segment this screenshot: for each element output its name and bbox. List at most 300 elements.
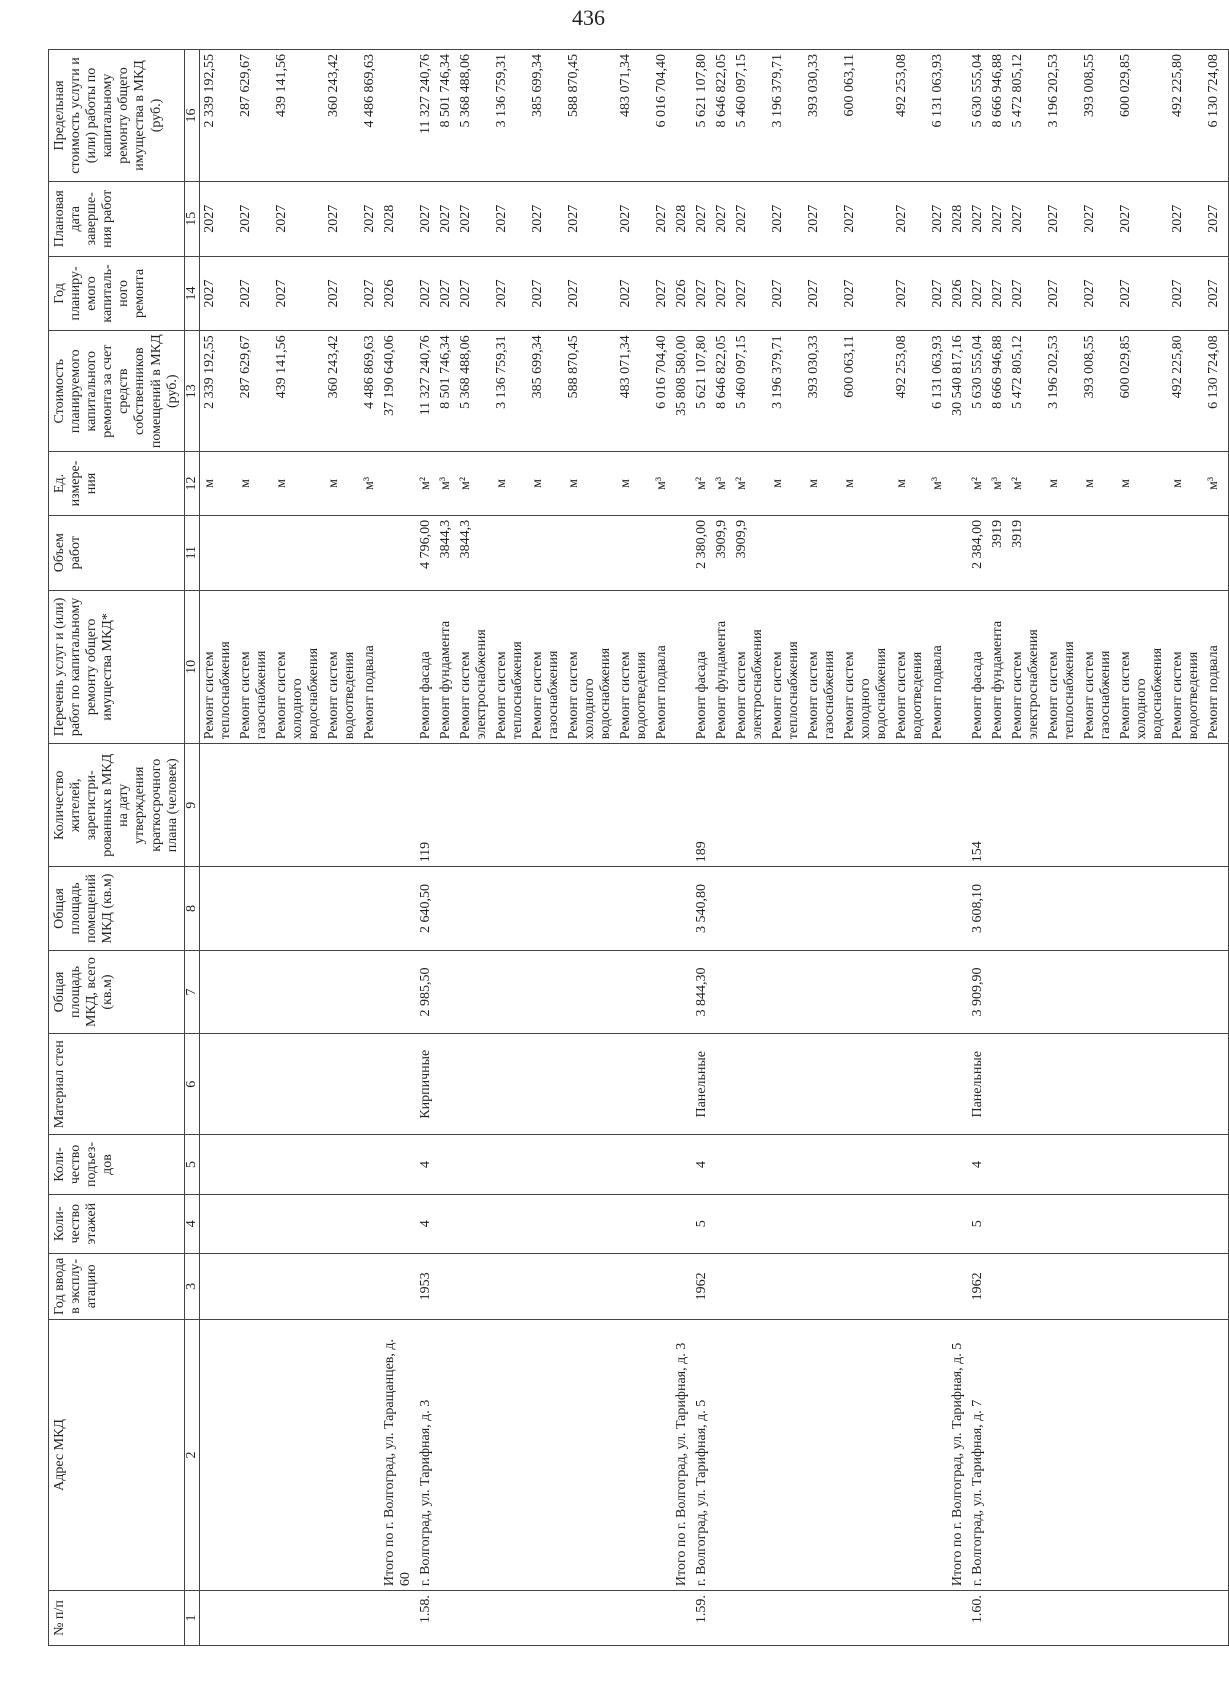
empty-cell: [948, 867, 968, 950]
limit-cost: 492 253,08: [892, 50, 928, 182]
empty-cell: [436, 1591, 456, 1646]
repair-year: 2027: [988, 256, 1008, 331]
column-header: Объем работ: [49, 515, 185, 590]
empty-cell: [360, 867, 380, 950]
empty-cell: [804, 1034, 840, 1135]
empty-cell: [380, 1135, 416, 1194]
empty-cell: [892, 1253, 928, 1319]
empty-cell: [380, 744, 416, 867]
empty-cell: [672, 1135, 692, 1194]
empty-cell: [1224, 1034, 1229, 1135]
work-type: [928, 590, 948, 744]
limit-cost: 8 501 746,34: [436, 50, 456, 182]
empty-cell: [948, 1194, 968, 1253]
empty-cell: [324, 950, 360, 1033]
work-volume: [1044, 515, 1080, 590]
table-row: [732, 50, 768, 1646]
empty-cell: [199, 950, 236, 1033]
empty-cell: [652, 1135, 672, 1194]
empty-cell: [1224, 950, 1229, 1033]
empty-cell: [1168, 1135, 1204, 1194]
work-volume: [324, 515, 360, 590]
table-row: [360, 50, 380, 1646]
work-line: Ремонт систем: [1009, 651, 1025, 740]
empty-cell: [380, 1194, 416, 1253]
total-row: [672, 50, 692, 1646]
column-header: Количество жителей, зарегистри-рованных в МКД на дату утверждения краткосрочного плана (человек): [49, 744, 185, 867]
work-volume: [360, 515, 380, 590]
unit: м: [1168, 452, 1204, 516]
column-number: 2: [184, 1319, 199, 1590]
unit: м: [236, 452, 272, 516]
total-row: [380, 50, 416, 1646]
work-volume: [199, 515, 236, 590]
total-label: Итого по г. Волгоград, ул. Таращанцев, д. 60: [380, 1319, 416, 1590]
repair-year: 2027: [768, 256, 804, 331]
empty-cell: [380, 515, 416, 590]
end-date: 2027: [416, 181, 436, 256]
column-number: 3: [184, 1253, 199, 1319]
unit: м³: [1204, 452, 1224, 516]
empty-cell: [1224, 744, 1229, 867]
empty-cell: [324, 1135, 360, 1194]
end-date: 2027: [616, 181, 652, 256]
empty-cell: [360, 1253, 380, 1319]
empty-cell: [768, 744, 804, 867]
cost: 483 071,34: [616, 331, 652, 452]
table-row: [892, 50, 928, 1646]
work-line: Ремонт фундамента: [437, 620, 453, 740]
empty-cell: [199, 1135, 236, 1194]
limit-cost: 600 029,85: [1116, 50, 1168, 182]
work-line: водоотведения: [341, 651, 357, 740]
work-line: водоотведения: [1185, 651, 1201, 740]
empty-cell: [948, 744, 968, 867]
table-row: [968, 50, 988, 1646]
empty-cell: [492, 950, 528, 1033]
work-volume: [492, 515, 528, 590]
residents: 119: [416, 744, 436, 867]
empty-cell: [804, 867, 840, 950]
empty-cell: [1204, 867, 1224, 950]
limit-cost: 492 225,80: [1168, 50, 1204, 182]
empty-cell: [616, 744, 652, 867]
work-line: Ремонт фасада: [693, 651, 709, 740]
empty-cell: [436, 1194, 456, 1253]
empty-cell: [324, 1034, 360, 1135]
entrances: 4: [692, 1135, 712, 1194]
empty-cell: [456, 867, 492, 950]
total-year: 2026: [948, 256, 968, 331]
total-cost: 37 190 640,06: [380, 331, 416, 452]
work-volume: [1116, 515, 1168, 590]
empty-cell: [324, 1194, 360, 1253]
repair-year: 2027: [1204, 256, 1224, 331]
work-line: Ремонт фасада: [417, 651, 433, 740]
total-end: 2028: [672, 181, 692, 256]
table-body: [199, 50, 1228, 1646]
empty-cell: [1224, 1194, 1229, 1253]
year-built: 1962: [692, 1253, 712, 1319]
empty-cell: [528, 1253, 564, 1319]
work-line: холодного: [289, 678, 305, 740]
work-line: холодного: [857, 678, 873, 740]
empty-cell: [928, 1319, 948, 1590]
empty-cell: [1116, 1135, 1168, 1194]
empty-cell: [564, 950, 616, 1033]
work-line: водоснабжения: [597, 647, 613, 740]
empty-cell: [1116, 1591, 1168, 1646]
work-line: теплоснабжения: [509, 641, 525, 740]
end-date: 2027: [692, 181, 712, 256]
work-type: [528, 590, 564, 744]
empty-cell: [1080, 1034, 1116, 1135]
unit: м²: [692, 452, 712, 516]
column-number: 4: [184, 1194, 199, 1253]
work-type: [968, 590, 988, 744]
cost: 4 486 869,63: [360, 331, 380, 452]
work-line: Ремонт фасада: [969, 651, 985, 740]
end-date: 2027: [732, 181, 768, 256]
repair-year: 2027: [732, 256, 768, 331]
empty-cell: [1080, 1319, 1116, 1590]
empty-cell: [1168, 1253, 1204, 1319]
total-label: Итого по г. Волгоград, ул. Тарифная, д. 5: [948, 1319, 968, 1590]
empty-cell: [380, 867, 416, 950]
empty-cell: [1168, 744, 1204, 867]
empty-cell: [988, 1319, 1008, 1590]
empty-cell: [652, 744, 672, 867]
empty-cell: [492, 1034, 528, 1135]
limit-cost: 393 030,33: [804, 50, 840, 182]
empty-cell: [1008, 1319, 1044, 1590]
cost: 3 196 379,71: [768, 331, 804, 452]
empty-cell: [892, 1135, 928, 1194]
work-line: электроснабжения: [1025, 629, 1041, 740]
capital-repair-table: [48, 49, 1229, 1646]
limit-cost: 483 071,34: [616, 50, 652, 182]
work-line: газоснабжения: [821, 650, 837, 740]
empty-cell: [672, 590, 692, 744]
empty-cell: [436, 1253, 456, 1319]
empty-cell: [456, 1034, 492, 1135]
limit-cost: 8 666 946,88: [988, 50, 1008, 182]
work-type: [1168, 590, 1204, 744]
empty-cell: [1044, 1034, 1080, 1135]
empty-cell: [672, 1034, 692, 1135]
repair-year: 2027: [1116, 256, 1168, 331]
limit-cost: 5 621 107,80: [692, 50, 712, 182]
work-volume: [1168, 515, 1204, 590]
empty-cell: [840, 1135, 892, 1194]
empty-cell: [1224, 331, 1229, 452]
empty-cell: [1008, 1034, 1044, 1135]
work-line: газоснабжения: [1097, 650, 1113, 740]
empty-cell: [1080, 950, 1116, 1033]
empty-cell: [948, 1591, 968, 1646]
limit-cost: 3 196 379,71: [768, 50, 804, 182]
empty-cell: [804, 1591, 840, 1646]
work-volume: 4 796,00: [416, 515, 436, 590]
empty-cell: [380, 1591, 416, 1646]
empty-cell: [840, 950, 892, 1033]
unit: м³: [928, 452, 948, 516]
empty-cell: [436, 1319, 456, 1590]
work-type: [1008, 590, 1044, 744]
empty-cell: [456, 744, 492, 867]
work-line: электроснабжения: [749, 629, 765, 740]
repair-year: 2027: [360, 256, 380, 331]
empty-cell: [672, 950, 692, 1033]
empty-cell: [1008, 1194, 1044, 1253]
residents: 154: [968, 744, 988, 867]
empty-cell: [1204, 1194, 1224, 1253]
total-label: Итого по г. Волгоград, ул. Тарифная, д. 3: [672, 1319, 692, 1590]
empty-cell: [840, 867, 892, 950]
unit: м: [272, 452, 324, 516]
work-line: Ремонт систем: [841, 651, 857, 740]
work-line: Ремонт систем: [805, 651, 821, 740]
empty-cell: [928, 1034, 948, 1135]
end-date: 2027: [436, 181, 456, 256]
work-type: [236, 590, 272, 744]
empty-cell: [236, 867, 272, 950]
column-number: 16: [184, 50, 199, 182]
empty-cell: [324, 867, 360, 950]
empty-cell: [1008, 744, 1044, 867]
empty-cell: [1224, 1135, 1229, 1194]
empty-cell: [616, 1591, 652, 1646]
empty-cell: [672, 515, 692, 590]
unit: м: [528, 452, 564, 516]
work-volume: 3844,3: [436, 515, 456, 590]
work-line: Ремонт подвала: [653, 645, 669, 740]
repair-year: 2027: [1008, 256, 1044, 331]
cost: 8 646 822,05: [712, 331, 732, 452]
empty-cell: [1080, 1194, 1116, 1253]
entrances: 4: [968, 1135, 988, 1194]
total-cost: 30 540 817,16: [948, 331, 968, 452]
empty-cell: [928, 950, 948, 1033]
repair-year: 2027: [712, 256, 732, 331]
empty-cell: [652, 1319, 672, 1590]
limit-cost: 3 196 202,53: [1044, 50, 1080, 182]
empty-cell: [712, 867, 732, 950]
empty-cell: [492, 744, 528, 867]
row-number: 1.58.: [416, 1591, 436, 1646]
empty-cell: [948, 1253, 968, 1319]
empty-cell: [1224, 452, 1229, 516]
empty-cell: [456, 1591, 492, 1646]
end-date: 2027: [1116, 181, 1168, 256]
table-row: [712, 50, 732, 1646]
work-type: [360, 590, 380, 744]
work-volume: [928, 515, 948, 590]
wall-material: Кирпичные: [416, 1034, 436, 1135]
empty-cell: [652, 867, 672, 950]
empty-cell: [564, 1253, 616, 1319]
work-type: [456, 590, 492, 744]
empty-cell: [712, 950, 732, 1033]
limit-cost: 439 141,56: [272, 50, 324, 182]
unit: м³: [712, 452, 732, 516]
empty-cell: [380, 590, 416, 744]
repair-year: 2027: [272, 256, 324, 331]
empty-cell: [928, 867, 948, 950]
repair-year: 2027: [692, 256, 712, 331]
empty-cell: [928, 1591, 948, 1646]
limit-cost: 588 870,45: [564, 50, 616, 182]
area-total: 2 985,50: [416, 950, 436, 1033]
empty-cell: [380, 950, 416, 1033]
empty-cell: [948, 590, 968, 744]
empty-cell: [492, 1135, 528, 1194]
empty-cell: [732, 1194, 768, 1253]
cost: 5 621 107,80: [692, 331, 712, 452]
empty-cell: [616, 867, 652, 950]
table-row: [928, 50, 948, 1646]
empty-cell: [988, 1135, 1008, 1194]
column-number: 10: [184, 590, 199, 744]
limit-cost: 5 368 488,06: [456, 50, 492, 182]
table-row: [436, 50, 456, 1646]
unit: м: [768, 452, 804, 516]
empty-cell: [272, 1135, 324, 1194]
empty-cell: [804, 1135, 840, 1194]
repair-year: 2027: [928, 256, 948, 331]
empty-cell: [360, 950, 380, 1033]
empty-cell: [528, 744, 564, 867]
work-line: водоснабжения: [1149, 647, 1165, 740]
end-date: 2027: [712, 181, 732, 256]
empty-cell: [1224, 256, 1229, 331]
empty-cell: [652, 1194, 672, 1253]
end-date: 2027: [272, 181, 324, 256]
empty-cell: [768, 1319, 804, 1590]
repair-year: 2027: [1080, 256, 1116, 331]
row-number: 1.59.: [692, 1591, 712, 1646]
work-line: Ремонт систем: [529, 651, 545, 740]
work-volume: [1204, 515, 1224, 590]
end-date: 2027: [324, 181, 360, 256]
repair-year: 2027: [416, 256, 436, 331]
table-row: [768, 50, 804, 1646]
empty-cell: [1204, 1034, 1224, 1135]
empty-cell: [272, 1034, 324, 1135]
empty-cell: [988, 1034, 1008, 1135]
empty-cell: [564, 744, 616, 867]
empty-cell: [360, 1591, 380, 1646]
empty-cell: [492, 867, 528, 950]
table-row: [1116, 50, 1168, 1646]
empty-cell: [564, 1194, 616, 1253]
empty-cell: [988, 1591, 1008, 1646]
total-end: 2028: [380, 181, 416, 256]
work-volume: [652, 515, 672, 590]
work-type: [1080, 590, 1116, 744]
empty-cell: [712, 1253, 732, 1319]
empty-cell: [840, 1591, 892, 1646]
empty-cell: [272, 950, 324, 1033]
column-header: Ед. измере-ния: [49, 452, 185, 516]
area-rooms: 3 540,80: [692, 867, 712, 950]
empty-cell: [892, 867, 928, 950]
empty-cell: [564, 1319, 616, 1590]
end-date: 2027: [360, 181, 380, 256]
repair-year: 2027: [456, 256, 492, 331]
work-volume: 3909,9: [712, 515, 732, 590]
floors: 5: [692, 1194, 712, 1253]
empty-cell: [616, 1194, 652, 1253]
empty-cell: [988, 867, 1008, 950]
area-rooms: 2 640,50: [416, 867, 436, 950]
work-line: Ремонт систем: [1117, 651, 1133, 740]
end-date: 2027: [652, 181, 672, 256]
empty-cell: [768, 950, 804, 1033]
empty-cell: [892, 1319, 928, 1590]
empty-cell: [272, 1319, 324, 1590]
empty-cell: [732, 1135, 768, 1194]
end-date: 2027: [1080, 181, 1116, 256]
empty-cell: [236, 744, 272, 867]
empty-cell: [616, 1034, 652, 1135]
limit-cost: 5 630 555,04: [968, 50, 988, 182]
limit-cost: 4 486 869,63: [360, 50, 380, 182]
empty-cell: [768, 1135, 804, 1194]
empty-cell: [1008, 1135, 1044, 1194]
empty-cell: [672, 452, 692, 516]
table-row: [456, 50, 492, 1646]
empty-cell: [456, 1253, 492, 1319]
end-date: 2027: [840, 181, 892, 256]
empty-cell: [1080, 1253, 1116, 1319]
unit: м: [892, 452, 928, 516]
work-line: Ремонт систем: [565, 651, 581, 740]
empty-cell: [1116, 1034, 1168, 1135]
empty-cell: [1204, 1253, 1224, 1319]
work-type: [492, 590, 528, 744]
column-header: Перечень услуг и (или) работ по капитальному ремонту общего имущества МКД*: [49, 590, 185, 744]
table-row: [1080, 50, 1116, 1646]
empty-cell: [528, 1194, 564, 1253]
empty-cell: [1224, 867, 1229, 950]
work-type: [988, 590, 1008, 744]
address-cell: г. Волгоград, ул. Тарифная, д. 5: [692, 1319, 712, 1590]
work-line: электроснабжения: [473, 629, 489, 740]
column-header: Общая площадь МКД, всего (кв.м): [49, 950, 185, 1033]
residents: 189: [692, 744, 712, 867]
empty-cell: [1204, 744, 1224, 867]
unit: м: [199, 452, 236, 516]
empty-cell: [1116, 1194, 1168, 1253]
empty-cell: [564, 1034, 616, 1135]
limit-cost: 3 136 759,31: [492, 50, 528, 182]
empty-cell: [380, 1034, 416, 1135]
empty-cell: [492, 1253, 528, 1319]
empty-cell: [732, 744, 768, 867]
work-line: Ремонт систем: [493, 651, 509, 740]
empty-cell: [199, 744, 236, 867]
empty-cell: [928, 744, 948, 867]
empty-cell: [360, 1319, 380, 1590]
end-date: 2027: [892, 181, 928, 256]
column-number: 5: [184, 1135, 199, 1194]
unit: м³: [436, 452, 456, 516]
empty-cell: [616, 1319, 652, 1590]
total-row: [948, 50, 968, 1646]
empty-cell: [768, 867, 804, 950]
limit-cost: 360 243,42: [324, 50, 360, 182]
